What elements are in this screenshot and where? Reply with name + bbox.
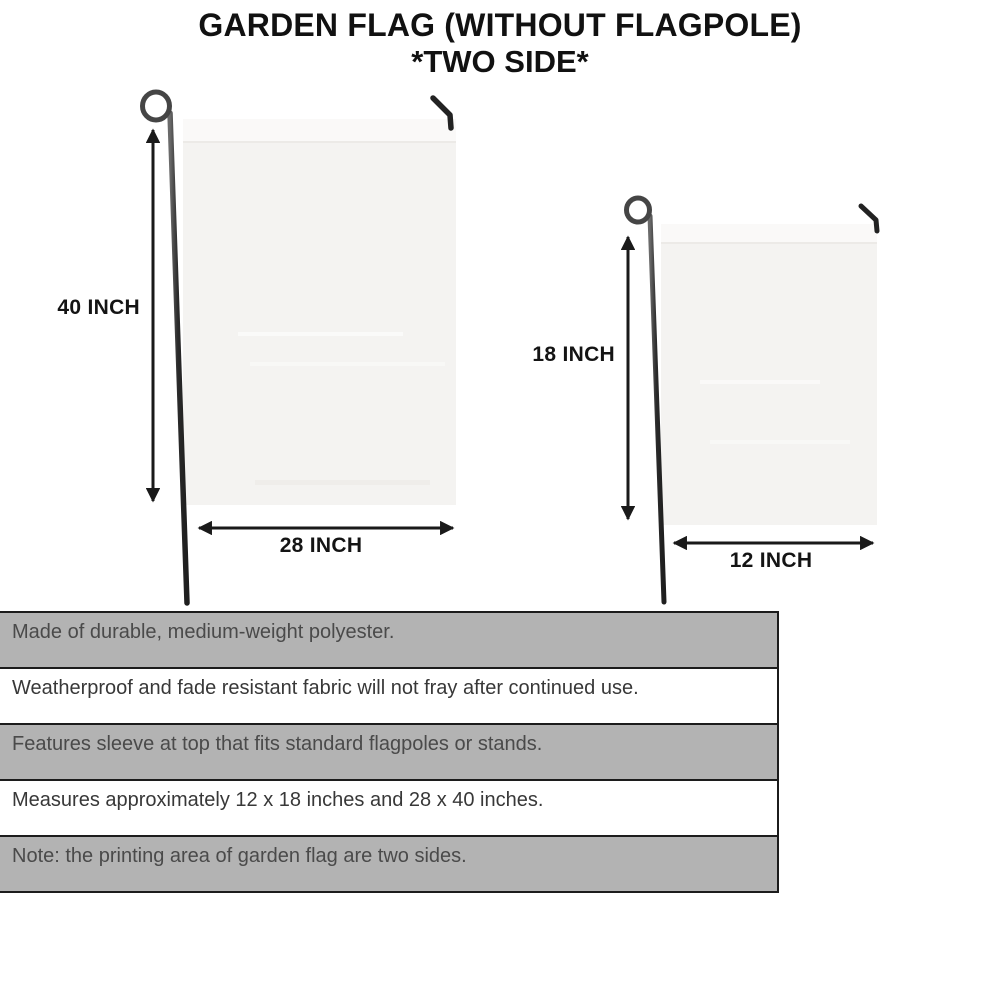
spec-text: Note: the printing area of garden flag are two sides. <box>12 845 467 867</box>
spec-row-material <box>0 611 779 669</box>
large-flag-width-label: 28 INCH <box>279 534 363 557</box>
small-flagpole-loop-icon <box>627 198 650 222</box>
spec-text: Measures approximately 12 x 18 inches and 28 x 40 inches. <box>12 789 544 811</box>
small-flag-height-label: 18 INCH <box>532 343 615 366</box>
large-flag-crease <box>238 332 403 336</box>
large-flag-crease <box>250 362 445 366</box>
page-title: GARDEN FLAG (WITHOUT FLAGPOLE) <box>198 7 802 43</box>
spec-row-sleeve <box>0 723 779 781</box>
large-flag-height-label: 40 INCH <box>57 296 140 319</box>
small-flag-width-label: 12 INCH <box>729 549 813 572</box>
large-flag-canvas <box>183 119 456 505</box>
page-subtitle: *TWO SIDE* <box>411 44 589 79</box>
large-flag-diagram <box>143 92 457 603</box>
small-flag-canvas <box>661 224 877 525</box>
spec-row-weatherproof <box>0 667 779 725</box>
large-flag-crease <box>255 480 430 485</box>
large-flag-sleeve <box>183 119 456 142</box>
spec-list <box>0 611 779 893</box>
spec-row-note <box>0 835 779 893</box>
small-flag-sleeve <box>661 224 877 243</box>
small-flag-crease <box>700 380 820 384</box>
spec-text: Weatherproof and fade resistant fabric will not fray after continued use. <box>12 677 639 699</box>
small-flag-diagram <box>627 198 878 602</box>
spec-row-measures <box>0 779 779 837</box>
small-flag-crease <box>710 440 850 444</box>
spec-text: Made of durable, medium-weight polyester. <box>12 621 395 643</box>
spec-text: Features sleeve at top that fits standard flagpoles or stands. <box>12 733 543 755</box>
large-flagpole-loop-icon <box>143 92 170 120</box>
